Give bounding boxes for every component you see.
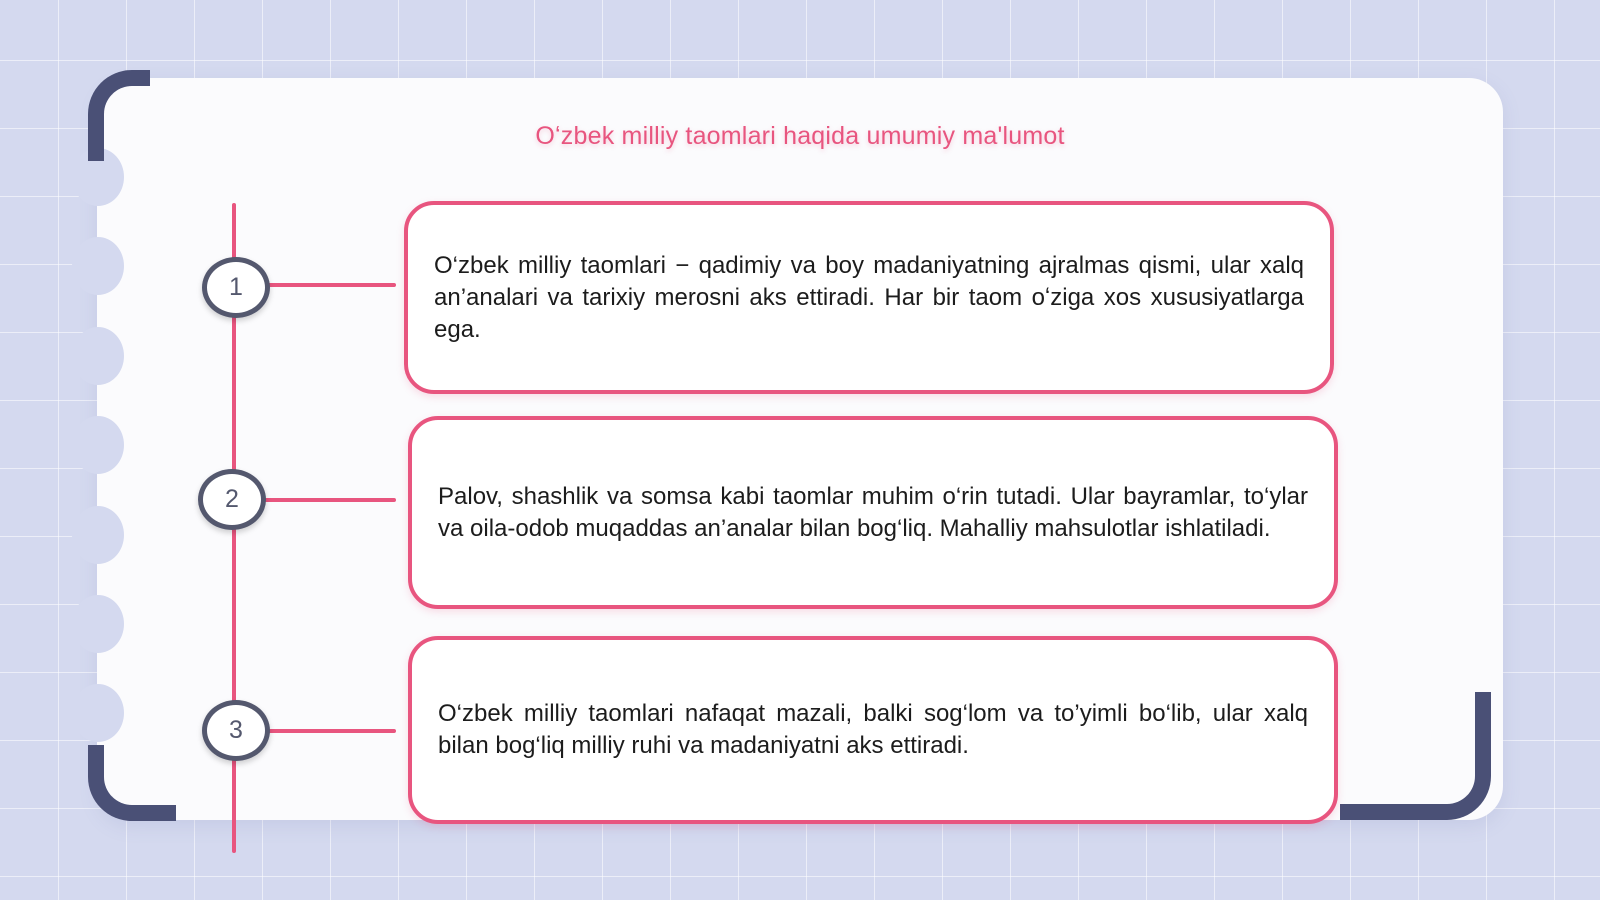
step-number-1: 1 <box>202 257 270 318</box>
scallop-edge <box>72 506 124 564</box>
info-box-2 <box>408 416 1338 609</box>
timeline-connector-3 <box>262 729 396 733</box>
info-box-1 <box>404 201 1334 394</box>
scallop-edge <box>72 237 124 295</box>
info-box-3 <box>408 636 1338 824</box>
info-text-1: O‘zbek milliy taomlari − qadimiy va boy madaniyatning ajralmas qismi, ular xalq an’analari va tarixiy merosni aks ettiradi. Har bir taom oʻziga xos xususiyatlarga ega. <box>434 251 1304 343</box>
corner-bracket-bottom-left <box>88 745 176 821</box>
info-text-3: O‘zbek milliy taomlari nafaqat mazali, balki sog‘lom va to’yimli bo‘lib, ular xalq bilan bog‘liq milliy ruhi va madaniyatni aks ettiradi. <box>438 700 1308 759</box>
step-number-2: 2 <box>198 469 266 530</box>
scallop-edge <box>72 684 124 742</box>
slide-title: Oʻzbek milliy taomlari haqida umumiy ma'lumot <box>535 122 1065 150</box>
step-number-3: 3 <box>202 700 270 761</box>
scallop-edge <box>72 327 124 385</box>
timeline-connector-2 <box>262 498 396 502</box>
scallop-edge <box>72 416 124 474</box>
info-text-2: Palov, shashlik va somsa kabi taomlar muhim o‘rin tutadi. Ular bayramlar, to‘ylar va oila-odob muqaddas an’analar bilan bog‘liq. Mahalliy mahsulotlar ishlatiladi. <box>438 482 1308 542</box>
corner-bracket-top-left <box>88 70 150 161</box>
scallop-edge <box>72 595 124 653</box>
timeline-connector-1 <box>262 283 396 287</box>
corner-bracket-bottom-right <box>1340 692 1491 820</box>
